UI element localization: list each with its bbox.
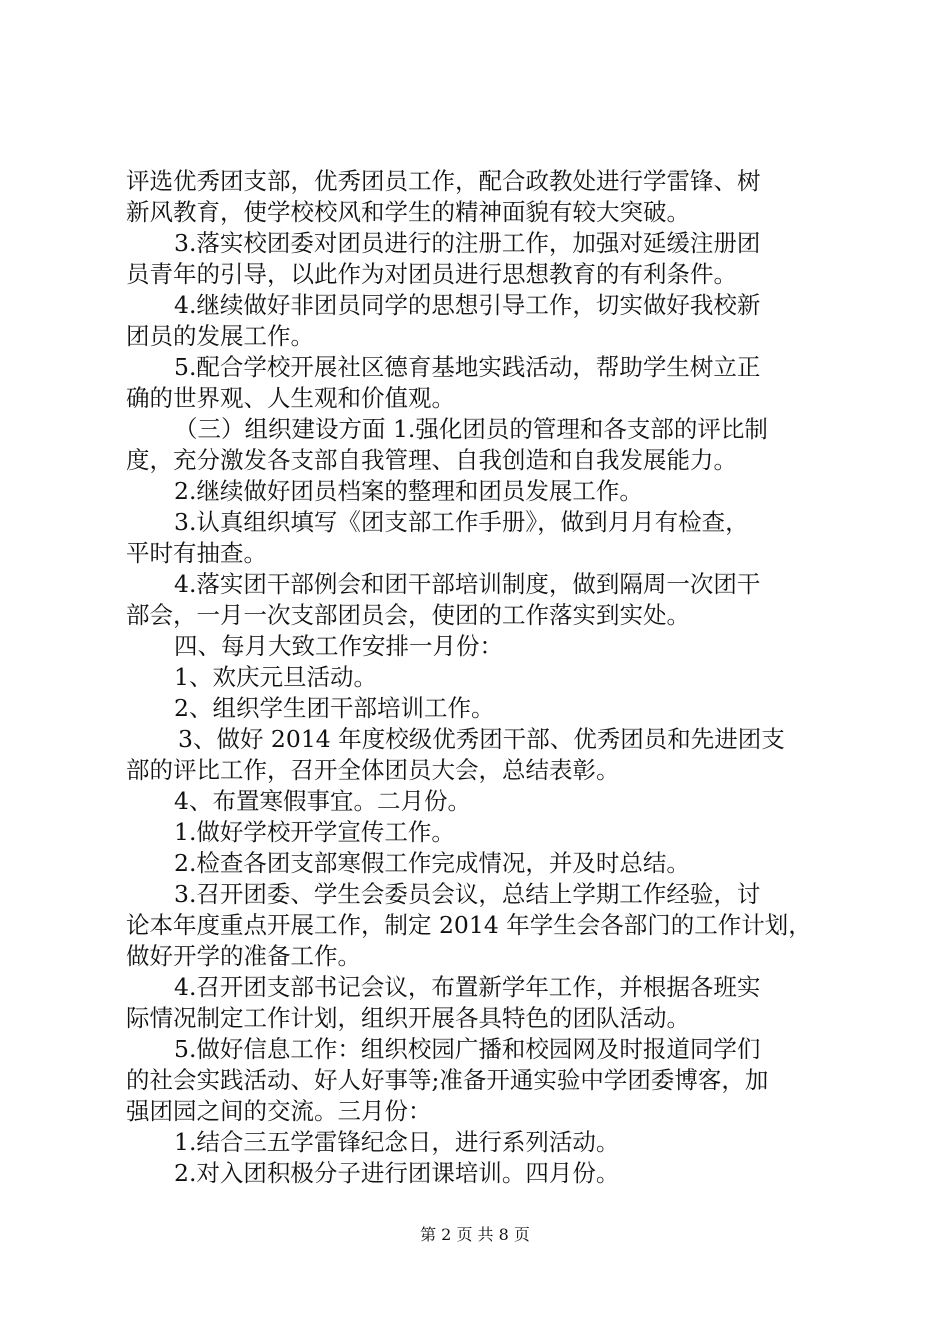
- text-line: 确的世界观、人生观和价值观。: [126, 384, 455, 412]
- text-line: 平时有抽查。: [126, 539, 267, 567]
- text-line: 2.检查各团支部寒假工作完成情况，并及时总结。: [174, 849, 690, 877]
- text-line: 的社会实践活动、好人好事等;准备开通实验中学团委博客，加: [126, 1066, 769, 1094]
- text-line: 1、欢庆元旦活动。: [174, 663, 377, 691]
- text-line: 论本年度重点开展工作，制定 2014 年学生会各部门的工作计划，: [126, 911, 812, 939]
- text-line: 2.对入团积极分子进行团课培训。四月份。: [174, 1159, 620, 1187]
- text-line: 度，充分激发各支部自我管理、自我创造和自我发展能力。: [126, 446, 737, 474]
- page-number-footer: 第 2 页 共 8 页: [420, 1225, 530, 1244]
- text-line: 强团园之间的交流。三月份：: [126, 1097, 432, 1125]
- text-line: 3.认真组织填写《团支部工作手册》，做到月月有检查，: [174, 508, 749, 536]
- text-line: 4.召开团支部书记会议，布置新学年工作，并根据各班实: [174, 973, 761, 1001]
- text-line: 2.继续做好团员档案的整理和团员发展工作。: [174, 477, 643, 505]
- text-line: 四、每月大致工作安排一月份：: [174, 632, 503, 660]
- text-line: 做好开学的准备工作。: [126, 942, 361, 970]
- document-body: [126, 166, 846, 1189]
- text-line: 4.落实团干部例会和团干部培训制度，做到隔周一次团干: [174, 570, 761, 598]
- text-line: 3、做好 2014 年度校级优秀团干部、优秀团员和先进团支: [178, 725, 785, 753]
- text-line: 1.结合三五学雷锋纪念日，进行系列活动。: [174, 1128, 620, 1156]
- text-line: 4、布置寒假事宜。二月份。: [174, 787, 471, 815]
- text-line: 团员的发展工作。: [126, 322, 314, 350]
- text-line: 际情况制定工作计划，组织开展各具特色的团队活动。: [126, 1004, 690, 1032]
- text-line: 部的评比工作，召开全体团员大会，总结表彰。: [126, 756, 620, 784]
- text-line: 新风教育，使学校校风和学生的精神面貌有较大突破。: [126, 198, 690, 226]
- text-line: 3.落实校团委对团员进行的注册工作，加强对延缓注册团: [174, 229, 761, 257]
- text-line: 2、组织学生团干部培训工作。: [174, 694, 495, 722]
- text-line: 3.召开团委、学生会委员会议，总结上学期工作经验，讨: [174, 880, 761, 908]
- text-line: 5.做好信息工作：组织校园广播和校园网及时报道同学们: [174, 1035, 761, 1063]
- text-line: （三）组织建设方面 1.强化团员的管理和各支部的评比制: [174, 415, 768, 443]
- text-line: 评选优秀团支部，优秀团员工作，配合政教处进行学雷锋、树: [126, 167, 761, 195]
- text-line: 员青年的引导，以此作为对团员进行思想教育的有利条件。: [126, 260, 737, 288]
- text-line: 部会，一月一次支部团员会，使团的工作落实到实处。: [126, 601, 690, 629]
- text-line: 1.做好学校开学宣传工作。: [174, 818, 455, 846]
- text-line: 5.配合学校开展社区德育基地实践活动，帮助学生树立正: [174, 353, 761, 381]
- text-line: 4.继续做好非团员同学的思想引导工作，切实做好我校新: [174, 291, 761, 319]
